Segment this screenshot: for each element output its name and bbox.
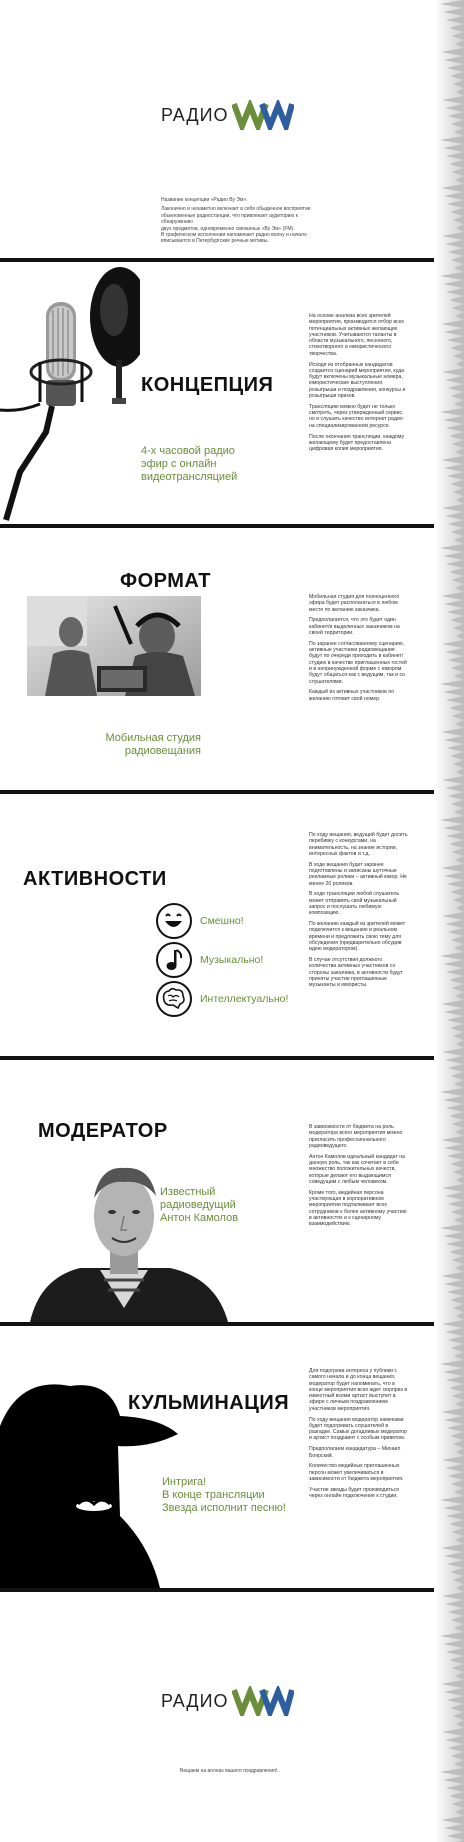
- intro-line: вписывается в Петербургские речные мотивы.: [161, 238, 269, 245]
- intro-text: [161, 197, 321, 245]
- climax-paragraph: Для подогрева интереса у публики с самого начала и до конца вещания, модератор будет напоминать, что в конце мероприятия всех ждет сюрприз и известный всеми артист выступит в эфире с личным поздравлением участников мероприятия.: [309, 1368, 408, 1412]
- format-paragraph: Мобильная студия для полноценного эфира будет располагаться в любом месте по желанию заказчика.: [309, 594, 400, 613]
- format-subtitle-line: радиовещания: [124, 745, 201, 757]
- activity-paragraph: По желанию каждый из зрителей может подключится к вещанию и реальном времени и предложить свою тему для обсуждения (предварительно обсудив идею модератором).: [309, 921, 406, 953]
- format-paragraph: Каждый из активных участников по желанию готовит свой номер.: [309, 689, 395, 702]
- moderator-paragraph: В зависимости от бюджета на роль модератора всего мероприятия можно пригласить профессионального радиоведущего.: [309, 1124, 403, 1149]
- moderator-body: [309, 1124, 409, 1232]
- logo-wave-mark: [232, 100, 294, 130]
- moderator-paragraph: Кроме того, медийная персона участвующая в корпоративном мероприятии подталкивает всех сотрудников к более активному участию в активностях и к сценарному взаимодействию.: [309, 1189, 407, 1228]
- climax-paragraph: Количество медийных приглашенных персон может увеличиваться в зависимости от бюджета мероприятия.: [309, 1463, 404, 1482]
- slide-format: [0, 528, 464, 790]
- activity-paragraph: В ходе трансляции любой слушатель может отправить свой музыкальный запрос и послушать любимую композицию.: [309, 891, 400, 917]
- climax-paragraph: Предполагаем кандидатура – Михаил Боярский.: [309, 1446, 401, 1459]
- concept-paragraph: Исходя из отобранных кандидатов создается сценарий мероприятия, куда будут включены музыкальные номера, юмористические выступления, розыгрыши и поздравления, конкурсы и розыгрыши призов.: [309, 361, 406, 400]
- moderator-title: МОДЕРАТОР: [38, 1120, 168, 1142]
- activity-item: [156, 942, 263, 978]
- slide-intro: [0, 0, 464, 258]
- activity-item: [156, 903, 244, 939]
- slide-moderator: [0, 1060, 464, 1322]
- closing-footer: Вещаем на волнах вашего поздравления!..: [180, 1768, 280, 1774]
- activity-paragraph: В ходе вещания будет заранее подготовлены и записаны шуточные рекламные ролики – активный юмор. Не менее 20 роликов.: [309, 861, 407, 887]
- concept-paragraph: На основе анализа всех зрителей мероприятия, производится отбор всех потенциальных активных желающих участников. Учитываются таланты в области музыкального, песенного, стихотворного и юмористического творчества.: [309, 313, 404, 357]
- slide-activity: [0, 794, 464, 1056]
- laugh-icon: [156, 903, 192, 939]
- mystery-silhouette: [0, 1356, 190, 1588]
- activity-title: АКТИВНОСТИ: [23, 868, 167, 890]
- intro-line: обыкновенные радиостанции, что привлекает аудиторию к обнаружению: [161, 212, 298, 226]
- intro-line: Лаконично и незаметно включает в себя обыденное восприятие: [161, 206, 311, 213]
- activity-paragraph: По ходу вещания, ведущий будет досить перебивку с конкурсами, на внимательность, на знание истории, интересных фактов и т.д.: [309, 832, 408, 857]
- concept-subtitle-line: 4-х часовой радио: [141, 445, 235, 457]
- format-paragraph: По заранее согласованному сценарию, активные участники радиовещания будут по очереди приходить в кабинет/студию в качестве приглашенных гостей и в непринужденной форме с юмором будут общаться как с ведущим, так и со слушателями.: [309, 640, 407, 685]
- format-subtitle-line: Мобильная студия: [105, 732, 201, 744]
- concept-subtitle-line: эфир с онлайн: [141, 458, 217, 470]
- activity-label: Музыкально!: [200, 954, 264, 966]
- concept-body: [309, 313, 409, 457]
- climax-paragraph: По ходу вещания модератор намеками будет подогревать слушателей в разгадке. Самых догадливых модератор и артист поздравят с особым приветом.: [309, 1416, 407, 1442]
- climax-body: [309, 1368, 409, 1504]
- climax-subtitle: [162, 1476, 286, 1515]
- music-note-icon: [156, 942, 192, 978]
- activity-label: Смешно!: [200, 915, 244, 927]
- moderator-subtitle-line: Известный: [160, 1186, 216, 1198]
- concept-title: КОНЦЕПЦИЯ: [141, 374, 274, 396]
- activity-item: [156, 981, 288, 1017]
- format-paragraph: Предполагается, что это будет один кабинет/и выделенных заказчиком на своей территории.: [309, 617, 400, 636]
- logo-word: РАДИО: [161, 1690, 229, 1711]
- format-title: ФОРМАТ: [120, 570, 212, 592]
- studio-photo: [27, 596, 201, 696]
- microphone-image: [0, 262, 140, 524]
- activity-label: Интеллектуально!: [200, 993, 289, 1005]
- format-subtitle: [100, 732, 201, 758]
- concept-paragraph: Трансляцию можно будет не только смотреть, через утвержденный сервис, но и слушать качество интернет радио на специализированном ресурсе.: [309, 403, 404, 429]
- moderator-subtitle: [160, 1186, 238, 1225]
- moderator-subtitle-line: Антон Камолов: [160, 1212, 239, 1224]
- intro-line: В графическом исполнении напоминает радио волну и начало: [161, 232, 307, 239]
- moderator-subtitle-line: радиоведущий: [160, 1199, 236, 1211]
- concept-subtitle-line: видеотрансляцией: [141, 471, 238, 483]
- brain-icon: [156, 981, 192, 1017]
- activity-paragraph: В случае отсутствия должного количества активных участников со стороны заказчика, в активности будут приняты участие приглашенные музыканты и юмористы.: [309, 957, 403, 989]
- activity-body: [309, 832, 409, 993]
- climax-paragraph: Участие звезды будет производиться через онлайн подключение к студии.: [309, 1486, 399, 1500]
- format-body: [309, 594, 409, 706]
- logo-word: РАДИО: [161, 104, 229, 125]
- logo-wave-mark: [232, 1686, 294, 1716]
- concept-subtitle: [141, 445, 237, 484]
- logo: [161, 1686, 294, 1716]
- intro-line: Название концепции «Радио Ву Эм».: [161, 197, 248, 203]
- climax-subtitle-line: В конце трансляции: [162, 1489, 265, 1501]
- intro-line: двух предметов, одновременно связанных «Ву Эм» (FM).: [161, 225, 295, 232]
- climax-subtitle-line: Звезда исполнит песню!: [162, 1502, 286, 1514]
- torn-edge-decoration: [434, 0, 464, 1842]
- concept-paragraph: После окончания трансляции, каждому желающему будет предоставлена цифровая копия мероприятия.: [309, 433, 405, 453]
- climax-title: КУЛЬМИНАЦИЯ: [128, 1392, 290, 1414]
- slide-climax: [0, 1326, 464, 1588]
- climax-subtitle-line: Интрига!: [162, 1476, 207, 1488]
- slide-closing: [0, 1592, 464, 1842]
- moderator-paragraph: Антон Камолов идеальный кандидат на данную роль, так как сочетает в себе множество положительных качеств, которые делают его выдающимся соведущим с любым человеком.: [309, 1153, 406, 1185]
- moderator-photo: [20, 1158, 228, 1322]
- logo: [161, 100, 294, 130]
- slide-concept: [0, 262, 464, 524]
